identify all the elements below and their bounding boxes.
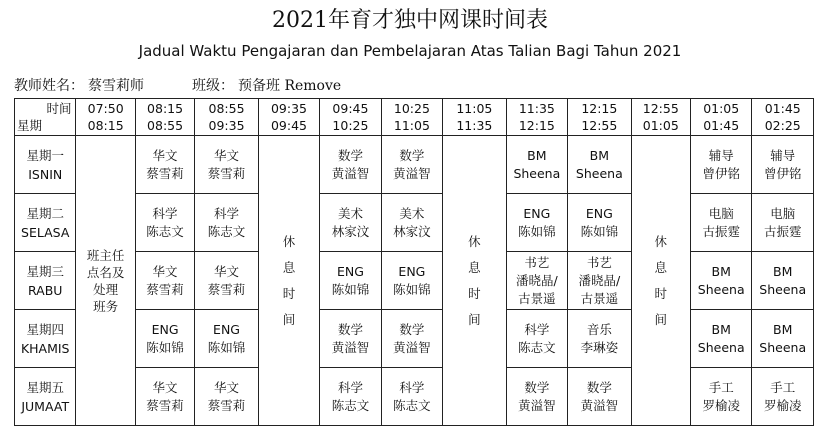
lesson-cell [690, 194, 751, 252]
break-char: 间 [468, 311, 481, 327]
break-cell-0 [258, 136, 319, 426]
lesson-line: 科学 [152, 205, 178, 221]
lesson-line: 科学 [524, 321, 550, 337]
lesson-line: ENG [585, 205, 613, 221]
lesson-cell [135, 194, 194, 252]
slot-start: 09:45 [332, 101, 369, 116]
class-name: 预备班 Remove [238, 78, 342, 94]
lesson-line: 潘晓晶/ [515, 272, 558, 288]
lesson-line: 罗榆凌 [763, 397, 802, 413]
lesson-line: 美术 [399, 205, 425, 221]
lesson-cell [752, 194, 814, 252]
slot-start: 10:25 [393, 101, 430, 116]
break-char: 休 [468, 233, 481, 249]
lesson-line: ENG [213, 321, 240, 337]
lesson-line: 曾伊铭 [763, 165, 802, 181]
lesson-cell [195, 310, 259, 368]
lesson-line: 书艺 [524, 254, 550, 270]
time-slot-5 [381, 99, 442, 136]
page-title: 2021年育才独中网课时间表 [272, 8, 548, 33]
slot-start: 11:35 [518, 101, 555, 116]
lesson-cell [568, 194, 632, 252]
lesson-cell [506, 310, 567, 368]
lesson-cell [568, 368, 632, 426]
teacher-name: 蔡雪莉师 [88, 78, 144, 94]
lesson-cell [381, 136, 442, 194]
lesson-line: 手工 [708, 379, 734, 395]
slot-start: 07:50 [87, 101, 124, 116]
lesson-line: Sheena [697, 281, 745, 297]
break-char: 息 [468, 259, 481, 275]
lesson-line: 陈志文 [207, 223, 246, 239]
lesson-line: 电脑 [708, 205, 734, 221]
lesson-line: 蔡雪莉 [207, 165, 246, 181]
lesson-cell [195, 252, 259, 310]
lesson-line: Sheena [697, 339, 745, 355]
lesson-line: 美术 [337, 205, 363, 221]
lesson-line: 蔡雪莉 [207, 397, 246, 413]
time-slot-7 [506, 99, 567, 136]
lesson-cell [381, 368, 442, 426]
break-cell-1 [443, 136, 507, 426]
slot-end: 09:35 [208, 118, 245, 133]
teacher-label: 教师姓名： [14, 78, 84, 94]
lesson-cell [195, 136, 259, 194]
day-ms: ISNIN [28, 166, 63, 182]
lesson-line: BM [711, 321, 731, 337]
lesson-line: 黄溢智 [393, 339, 431, 355]
lesson-cell [135, 136, 194, 194]
lesson-line: BM [527, 147, 547, 163]
time-slot-2 [195, 99, 259, 136]
time-slot-3 [258, 99, 319, 136]
lesson-cell [690, 136, 751, 194]
day-ms: SELASA [21, 224, 70, 240]
lesson-line: 数学 [337, 321, 363, 337]
lesson-line: 黄溢智 [580, 397, 619, 413]
lesson-cell [690, 310, 751, 368]
lesson-line: 黄溢智 [518, 397, 556, 413]
lesson-cell [195, 194, 259, 252]
lesson-line: 科学 [214, 205, 240, 221]
time-slot-9 [631, 99, 690, 136]
day-name-rabu [15, 252, 76, 310]
lesson-line: 黄溢智 [331, 165, 370, 181]
lesson-line: 华文 [152, 379, 178, 395]
lesson-line: Sheena [759, 281, 807, 297]
time-slot-11 [752, 99, 814, 136]
page-subtitle: Jadual Waktu Pengajaran dan Pembelajaran Atas Talian Bagi Tahun 2021 [138, 42, 682, 60]
break-char: 时 [654, 285, 668, 301]
lesson-line: ENG [523, 205, 551, 221]
lesson-cell [690, 368, 751, 426]
lesson-line: BM [711, 263, 731, 279]
lesson-line: 陈如锦 [580, 223, 619, 239]
lesson-cell [752, 136, 814, 194]
lesson-cell [506, 252, 567, 310]
day-name-isnin [15, 136, 76, 194]
lesson-line: 陈如锦 [331, 281, 370, 297]
break-char: 间 [282, 311, 296, 327]
lesson-line: 林家汶 [393, 223, 431, 239]
slot-start: 11:05 [456, 101, 493, 116]
slot-end: 02:25 [764, 118, 801, 133]
lesson-line: 数学 [337, 147, 363, 163]
slot-start: 08:15 [147, 101, 184, 116]
break-cell-2 [631, 136, 690, 426]
lesson-line: 陈志文 [331, 397, 370, 413]
homeroom-line: 处理 [93, 281, 119, 297]
lesson-line: ENG [398, 263, 426, 279]
time-slot-10 [690, 99, 751, 136]
break-char: 息 [282, 259, 296, 275]
lesson-line: 书艺 [586, 254, 612, 270]
lesson-line: 李琳姿 [580, 339, 619, 355]
lesson-cell [135, 252, 194, 310]
corner-time-label: 时间 [46, 101, 72, 116]
lesson-cell [381, 252, 442, 310]
slot-start: 01:05 [703, 101, 740, 116]
slot-start: 12:15 [581, 101, 618, 116]
lesson-line: 潘晓晶/ [578, 272, 621, 288]
slot-end: 01:05 [642, 118, 679, 133]
lesson-cell [320, 310, 381, 368]
lesson-line: 林家汶 [331, 223, 370, 239]
break-char: 时 [282, 285, 296, 301]
lesson-line: BM [773, 321, 793, 337]
lesson-line: 陈如锦 [146, 339, 184, 355]
time-slot-6 [443, 99, 507, 136]
lesson-line: 电脑 [770, 205, 796, 221]
lesson-cell [381, 310, 442, 368]
slot-end: 12:15 [518, 118, 555, 133]
lesson-line: 古振霆 [763, 223, 802, 239]
lesson-line: BM [589, 147, 610, 163]
lesson-line: 华文 [152, 263, 178, 279]
lesson-cell [752, 368, 814, 426]
day-ms: KHAMIS [20, 340, 70, 356]
slot-end: 08:15 [87, 118, 124, 133]
lesson-line: ENG [336, 263, 364, 279]
lesson-cell [135, 310, 194, 368]
lesson-line: 辅导 [708, 147, 734, 163]
slot-end: 08:55 [147, 118, 184, 133]
lesson-line: 陈志文 [146, 223, 184, 239]
lesson-line: 黄溢智 [393, 165, 431, 181]
corner-day-label: 星期 [17, 118, 43, 133]
lesson-line: 蔡雪莉 [207, 281, 246, 297]
lesson-line: 数学 [399, 321, 425, 337]
homeroom-line: 班务 [93, 298, 119, 314]
lesson-line: 音乐 [586, 321, 612, 337]
lesson-line: 蔡雪莉 [146, 165, 184, 181]
slot-end: 10:25 [332, 118, 369, 133]
day-name-khamis [15, 310, 76, 368]
break-char: 间 [654, 311, 668, 327]
lesson-line: 数学 [586, 379, 612, 395]
lesson-cell [568, 310, 632, 368]
time-slot-8 [568, 99, 632, 136]
lesson-cell [568, 252, 632, 310]
break-char: 休 [282, 233, 296, 249]
day-ms: JUMAAT [21, 398, 70, 414]
day-name-selasa [15, 194, 76, 252]
slot-start: 01:45 [764, 101, 801, 116]
lesson-line: 华文 [214, 147, 240, 163]
lesson-cell [320, 252, 381, 310]
homeroom-line: 班主任 [86, 247, 125, 263]
lesson-line: 古振霆 [702, 223, 740, 239]
lesson-line: ENG [151, 321, 179, 337]
slot-start: 09:35 [270, 101, 307, 116]
lesson-line: Sheena [759, 339, 807, 355]
day-zh: 星期四 [26, 321, 64, 337]
info-line [14, 76, 345, 96]
homeroom-cell [76, 136, 135, 426]
lesson-line: 蔡雪莉 [146, 397, 184, 413]
lesson-cell [195, 368, 259, 426]
day-ms: RABU [27, 282, 63, 298]
slot-end: 11:35 [456, 118, 493, 133]
lesson-line: 蔡雪莉 [146, 281, 184, 297]
lesson-cell [690, 252, 751, 310]
lesson-line: 古景遥 [580, 290, 619, 306]
lesson-cell [752, 310, 814, 368]
timetable [14, 98, 814, 426]
lesson-line: 陈如锦 [518, 223, 556, 239]
lesson-cell [381, 194, 442, 252]
slot-end: 09:45 [270, 118, 307, 133]
class-label: 班级： [192, 78, 234, 94]
day-zh: 星期五 [26, 379, 64, 395]
lesson-line: 华文 [214, 263, 240, 279]
day-zh: 星期二 [26, 205, 64, 221]
day-zh: 星期三 [26, 263, 64, 279]
lesson-line: Sheena [575, 165, 623, 181]
lesson-line: 陈如锦 [393, 281, 431, 297]
day-row [15, 136, 814, 194]
homeroom-line: 点名及 [86, 264, 125, 280]
lesson-cell [506, 194, 567, 252]
lesson-line: 陈如锦 [207, 339, 246, 355]
lesson-line: 古景遥 [518, 290, 556, 306]
lesson-line: 黄溢智 [331, 339, 370, 355]
lesson-line: 罗榆凌 [702, 397, 740, 413]
lesson-cell [506, 136, 567, 194]
break-char: 时 [468, 285, 481, 301]
lesson-cell [320, 368, 381, 426]
lesson-line: 数学 [524, 379, 550, 395]
lesson-line: 陈志文 [393, 397, 431, 413]
lesson-cell [320, 136, 381, 194]
lesson-cell [135, 368, 194, 426]
lesson-line: 手工 [770, 379, 796, 395]
slot-end: 01:45 [703, 118, 740, 133]
lesson-cell [568, 136, 632, 194]
lesson-cell [320, 194, 381, 252]
day-name-jumaat [15, 368, 76, 426]
lesson-line: 曾伊铭 [702, 165, 740, 181]
header-corner [15, 99, 76, 136]
header-row [15, 99, 814, 136]
lesson-line: Sheena [513, 165, 561, 181]
lesson-line: 华文 [214, 379, 240, 395]
time-slot-1 [135, 99, 194, 136]
break-char: 息 [654, 259, 668, 275]
day-zh: 星期一 [26, 147, 64, 163]
lesson-line: 辅导 [770, 147, 796, 163]
lesson-cell [752, 252, 814, 310]
time-slot-4 [320, 99, 381, 136]
lesson-cell [506, 368, 567, 426]
lesson-line: 华文 [152, 147, 178, 163]
lesson-line: 科学 [399, 379, 425, 395]
slot-end: 12:55 [581, 118, 618, 133]
time-slot-0 [76, 99, 135, 136]
lesson-line: BM [773, 263, 793, 279]
lesson-line: 科学 [337, 379, 363, 395]
lesson-line: 陈志文 [518, 339, 556, 355]
slot-start: 12:55 [642, 101, 679, 116]
break-char: 休 [654, 233, 668, 249]
slot-end: 11:05 [393, 118, 430, 133]
lesson-line: 数学 [399, 147, 425, 163]
slot-start: 08:55 [208, 101, 245, 116]
